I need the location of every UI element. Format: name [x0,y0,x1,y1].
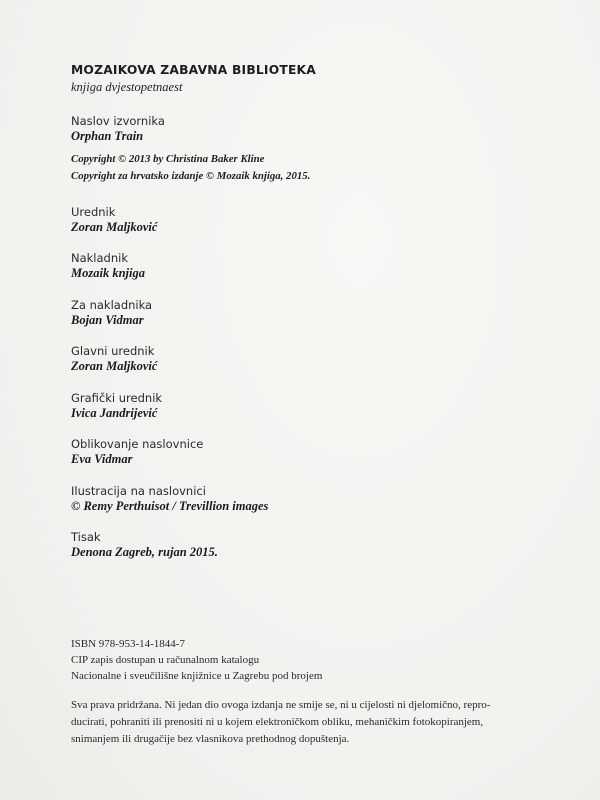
credit-value-printing: Denona Zagreb, rujan 2015. [71,545,218,559]
credit-value-cover-design: Eva Vidmar [71,452,133,466]
credit-label-for-publisher: Za nakladnika [71,298,153,312]
copyright-original: Copyright © 2013 by Christina Baker Kline [71,153,265,165]
rights-notice [71,697,571,748]
rights-line-1: Sva prava pridržana. Ni jedan dio ovoga izdanja ne smije se, ni u cijelosti ni djelomično, repro- [71,699,491,711]
credit-value-cover-illustration: © Remy Perthuisot / Trevillion images [71,499,269,513]
catalog-block [71,636,322,684]
credit-label-graphic-editor: Grafički urednik [71,391,163,405]
credit-label-cover-illustration: Ilustracija na naslovnici [71,484,206,498]
copyright-croatian: Copyright za hrvatsko izdanje © Mozaik knjiga, 2015. [71,170,311,182]
credit-value-for-publisher: Bojan Vidmar [71,313,144,327]
series-title: MOZAIKOVA ZABAVNA BIBLIOTEKA [71,63,316,77]
credit-value-graphic-editor: Ivica Jandrijević [71,406,158,420]
credit-value-editor-in-chief: Zoran Maljković [71,359,158,373]
cip-line-1: CIP zapis dostupan u računalnom katalogu [71,654,260,666]
isbn: ISBN 978-953-14-1844-7 [71,638,185,650]
credit-value-editor: Zoran Maljković [71,220,158,234]
credit-label-printing: Tisak [71,530,101,544]
original-title-value: Orphan Train [71,129,144,143]
rights-line-2: ducirati, pohraniti ili prenositi ni u kojem elektroničkom obliku, mehaničkim fotokopiranjem, [71,716,484,728]
credit-label-editor: Urednik [71,205,116,219]
original-title-label: Naslov izvornika [71,114,165,128]
credit-label-editor-in-chief: Glavni urednik [71,344,155,358]
credit-label-publisher: Nakladnik [71,251,128,265]
credit-label-cover-design: Oblikovanje naslovnice [71,437,204,451]
cip-line-2: Nacionalne i sveučilišne knjižnice u Zagrebu pod brojem [71,670,323,682]
rights-line-3: snimanjem ili drugačije bez vlasnikova prethodnog dopuštenja. [71,733,350,745]
volume-number: knjiga dvjestopetnaest [71,80,183,94]
credit-value-publisher: Mozaik knjiga [71,266,145,280]
